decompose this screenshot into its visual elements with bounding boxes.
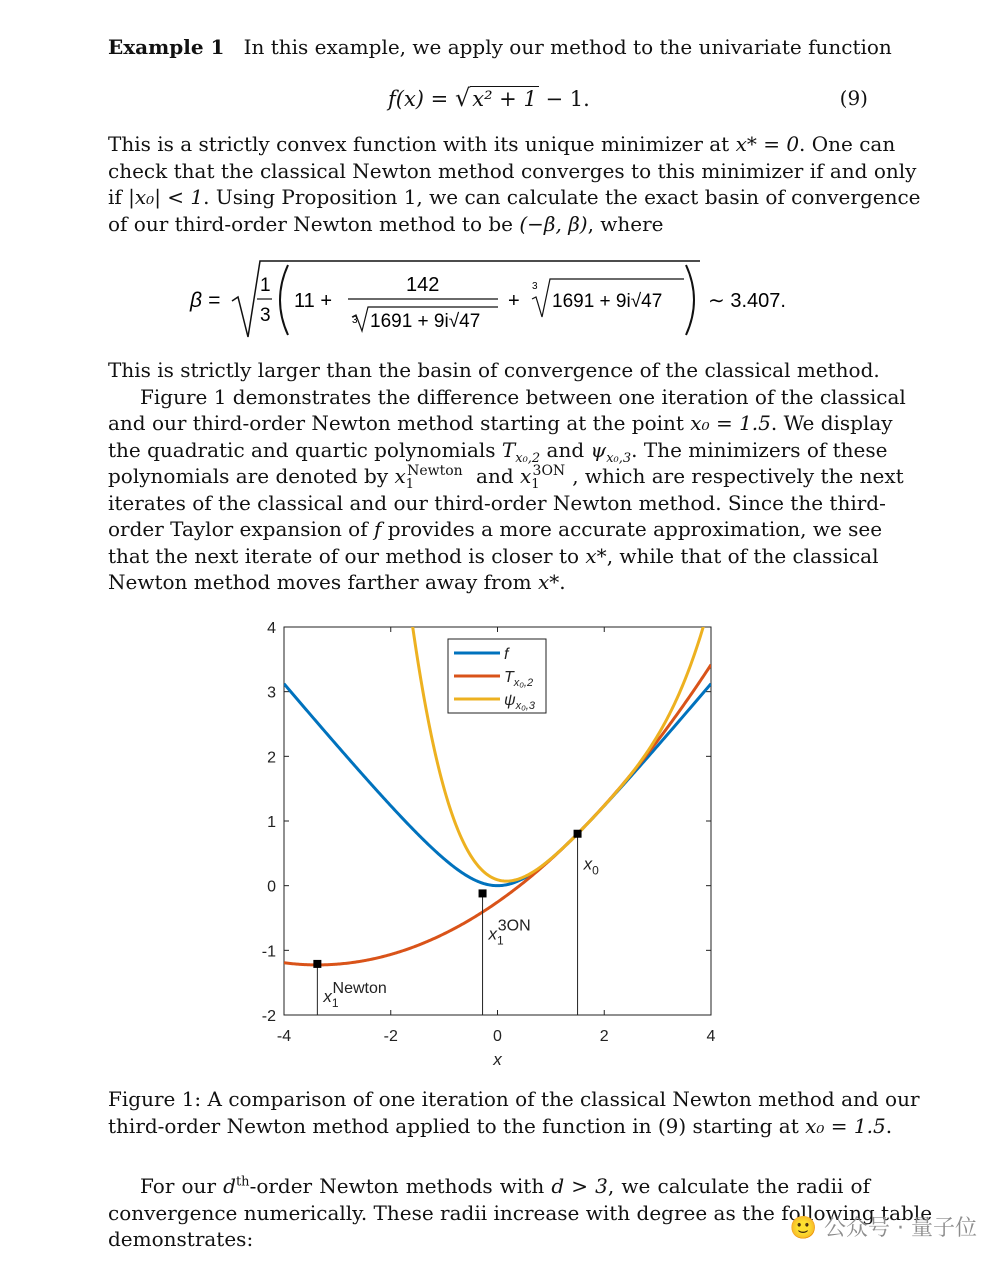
p1-l3c: . Using Proposition 1, we can calculate the exact basin of convergence <box>203 185 921 209</box>
legend-label-2: $T_{x_0,2}$ <box>504 669 534 689</box>
p2-l9a: Newton method moves farther away from <box>108 570 538 594</box>
p2-l4e: . The minimizers of these <box>631 437 888 462</box>
p2-l4c: and <box>546 437 591 462</box>
y-tick-label: 2 <box>267 749 276 767</box>
figure-1-chart <box>0 600 1007 1080</box>
p1-l1a: This is a strictly convex function with its unique minimizer at <box>108 132 736 156</box>
eq9-radicand: x² + 1 <box>472 87 537 111</box>
p2-l1: This is strictly larger than the basin of convergence of the classical method. <box>108 358 880 382</box>
p2-l7a: order Taylor expansion of <box>108 517 374 541</box>
p1-l3a: if <box>108 185 129 209</box>
x-tick-label: 0 <box>493 1028 502 1045</box>
figure-caption <box>108 1086 920 1140</box>
p2-T: T <box>501 437 516 462</box>
x-tick-label: 4 <box>706 1028 716 1045</box>
p2-l3a: and our third-order Newton method starting at the point <box>108 411 691 435</box>
p2-l3c: . We display <box>770 411 893 435</box>
p1-l4c: , where <box>587 211 664 236</box>
cube-index-1: 3 <box>352 315 358 326</box>
right-paren <box>686 265 694 335</box>
beta-result: ∼ 3.407. <box>708 290 786 312</box>
iterate-marker-3 <box>574 830 582 838</box>
equation-9: f(x) = √x² + 1 − 1. <box>388 84 590 112</box>
frac-three: 3 <box>260 305 271 326</box>
iterate-marker-2 <box>479 889 487 897</box>
y-tick-label: -2 <box>261 1008 276 1025</box>
p3-l2: convergence numerically. These radii increase with degree as the following table <box>108 1200 933 1225</box>
label-x1-3on: $x_13ON$ <box>488 917 531 948</box>
p1-l3b: |x₀| < 1 <box>128 185 204 209</box>
caption-l1: Figure 1: A comparison of one iteration of the classical Newton method and our <box>108 1087 920 1111</box>
p3-l3: demonstrates: <box>108 1227 254 1251</box>
p3-l1c: th <box>235 1174 250 1190</box>
p2-l5c: , which are respectively the next <box>572 464 904 488</box>
p2-l2: Figure 1 demonstrates the difference between one iteration of the classical <box>140 384 906 409</box>
p2-l5a: polynomials are denoted by <box>108 464 395 488</box>
caption-l2a: third-order Newton method applied to the function in (9) starting at <box>108 1114 806 1138</box>
label-x1-newton: $x_1Newton$ <box>323 979 387 1010</box>
paragraph-1 <box>108 131 921 237</box>
num-142: 142 <box>406 274 440 296</box>
p3-l1a: For our <box>140 1174 224 1198</box>
y-tick-label: 4 <box>267 620 276 637</box>
x-tick-label: -2 <box>383 1028 398 1045</box>
left-paren <box>280 265 288 335</box>
beta-equation <box>180 255 820 345</box>
x-tick-label: -4 <box>276 1028 292 1045</box>
label-x0: $x_0$ <box>583 854 599 878</box>
example-heading: Example 1 <box>108 35 225 59</box>
p3-l1d: -order Newton methods with <box>249 1174 552 1198</box>
example-intro <box>108 34 892 61</box>
p1-l1b: x* = 0 <box>735 132 800 156</box>
p1-l1c: . One can <box>799 132 896 156</box>
plus-sign: + <box>508 290 520 312</box>
cube-index-2: 3 <box>532 281 538 292</box>
caption-l2c: . <box>885 1114 893 1138</box>
p2-l8a: that the next iterate of our method is closer to <box>108 543 586 568</box>
p2-l9b: x* <box>537 570 560 594</box>
y-tick-label: 3 <box>267 684 276 702</box>
legend-label-1: f <box>504 646 509 663</box>
p2-l5b: and <box>476 464 520 488</box>
den-radicand: 1691 + 9i√47 <box>370 311 481 332</box>
p2-l8b: x* <box>585 543 607 568</box>
p2-l8c: , while that of the classical <box>606 543 879 568</box>
p3-l1f: , we calculate the radii of <box>607 1174 870 1198</box>
p1-l2: check that the classical Newton method converges to this minimizer if and only <box>108 158 917 183</box>
equation-number: (9) <box>839 86 868 110</box>
paragraph-2: This is strictly larger than the basin of convergence of the classical method. Figure 1 demonstrates the difference between one iteration of the classical and our third-order Newton method starting at the point x₀ = 1.5. We display the quadratic and quartic polynomials $T_{x_0,2}$ and $\psi_{x_0,3}$. The minimizers of these polynomials are denoted by $x_1^{Newton}$ and $x_1^{3ON}$ , which are respectively the next iterates of the classical and our third-order Newton method. Since the third- order Taylor expansion of f provides a more accurate approximation, we see that the next iterate of our method is closer to x*, while that of the classical Newton method moves farther away from x*. <box>108 358 906 594</box>
p3-l1b: d <box>223 1174 236 1198</box>
iterate-marker-1 <box>313 960 321 968</box>
p1-l4b: (−β, β) <box>519 211 588 236</box>
x-axis-label: x <box>493 1050 502 1069</box>
eq9-tail: − 1. <box>545 87 590 111</box>
x-tick-label: 2 <box>599 1028 609 1045</box>
p2-l7b: f <box>374 517 382 541</box>
p1-l4a: of our third-order Newton method to be <box>108 211 520 236</box>
watermark: 🙂 公众号 · 量子位 <box>789 1216 977 1241</box>
beta-lhs: β = <box>190 289 221 312</box>
eq9-lhs: f(x) = <box>388 87 455 111</box>
p3-l1e: d > 3 <box>551 1174 608 1198</box>
eleven-plus: 11 + <box>294 290 332 312</box>
p2-l3b: x₀ = 1.5 <box>690 411 771 435</box>
p2-psi: ψ <box>590 437 607 462</box>
y-tick-label: 1 <box>267 814 276 831</box>
example-intro-text: In this example, we apply our method to the univariate function <box>243 35 892 59</box>
p2-l9c: . <box>559 570 566 594</box>
rad-radicand: 1691 + 9i√47 <box>552 291 663 312</box>
p2-l4a: the quadratic and quartic polynomials <box>108 437 502 462</box>
caption-l2b: x₀ = 1.5 <box>805 1114 886 1138</box>
y-tick-label: -1 <box>261 943 276 961</box>
legend-label-3: $\psi_{x_0,3}$ <box>504 692 535 712</box>
frac-one: 1 <box>260 275 271 296</box>
y-tick-label: 0 <box>267 878 276 896</box>
p2-l7c: provides a more accurate approximation, we see <box>381 517 883 541</box>
p2-l6: iterates of the classical and our third-order Newton method. Since the third- <box>108 490 886 515</box>
